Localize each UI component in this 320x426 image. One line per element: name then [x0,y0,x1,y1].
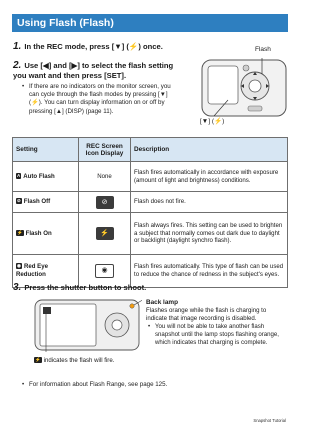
camera-screen-drawing [34,296,142,352]
flash-on-icon: ⚡ [96,227,114,240]
flash-indicator-caption [34,357,114,364]
table-row [13,213,288,255]
setting-name: Red Eye Reduction [16,263,48,278]
back-lamp-note: • You will not be able to take another flash snapshot until the lamp stops flashing orange, which indicates that charging is complete. [155,323,285,346]
step-number: 1. [13,41,22,52]
setting-name: Auto Flash [23,172,55,180]
red-eye-icon: ◉ [17,263,21,269]
step-text: Use [◀] and [▶] to select the flash setting you want and then press [SET]. [13,61,174,80]
setting-name: Flash Off [23,198,51,206]
flash-settings-table [12,137,288,288]
flash-button-label: [▼] (⚡) [200,118,225,125]
flash-on-icon: ⚡ [17,229,23,235]
setting-cell [13,192,79,213]
description-cell: Flash fires automatically in accordance with exposure (amount of light and brightness) conditions. [131,162,288,192]
description-cell: Flash does not fire. [131,192,288,213]
section-title: Using Flash (Flash) [12,14,288,32]
description-cell: Flash fires automatically. This type of flash can be used to reduce the chance of redness in the subject's eyes. [131,255,288,288]
icon-cell: None [79,162,131,192]
column-header-setting: Setting [13,138,79,162]
table-row [13,162,288,192]
step-number: 2. [13,60,22,71]
auto-flash-icon: A [17,172,21,178]
table-row [13,192,288,213]
flash-on-icon: ⚡ [35,357,41,362]
setting-cell [13,162,79,192]
flash-off-icon: ⊘ [17,198,21,204]
flash-range-note: • For information about Flash Range, see page 125. [29,381,229,389]
flash-off-icon: ⊘ [96,196,114,209]
step-number: 3. [13,282,22,293]
icon-cell [79,192,131,213]
back-lamp-description: Flashes orange while the flash is charging to indicate that image recording is disabled. [146,307,267,322]
red-eye-icon: ◉ [95,264,114,278]
setting-name: Flash On [25,229,52,237]
step-text: In the REC mode, press [▼] (⚡) once. [24,42,163,51]
step-2-note: • If there are no indicators on the monitor screen, you can cycle through the flash modes by pressing [▼] (⚡). You can turn display information on or off by pressing [▲] (DISP) (page 11). [29,83,179,116]
setting-cell [13,213,79,255]
step-3 [13,283,213,293]
back-lamp-title: Back lamp [146,299,178,306]
camera-drawing [200,46,290,121]
camera-screen-illustration [34,296,142,352]
flash-label: Flash [255,46,271,53]
step-1 [13,42,188,52]
caption-text: indicates the flash will fire. [43,357,115,364]
column-header-description: Description [131,138,288,162]
page-footer: Snapshot Tutorial [253,418,286,423]
step-2 [13,61,183,80]
description-cell: Flash always fires. This setting can be used to brighten a subject that normally comes out dark due to daylight or backlight (daylight synchro flash). [131,213,288,255]
camera-back-illustration [200,46,290,121]
table-header-row [13,138,288,162]
column-header-icon: REC Screen Icon Display [79,138,131,162]
step-text: Press the shutter button to shoot. [24,283,147,292]
icon-cell [79,213,131,255]
